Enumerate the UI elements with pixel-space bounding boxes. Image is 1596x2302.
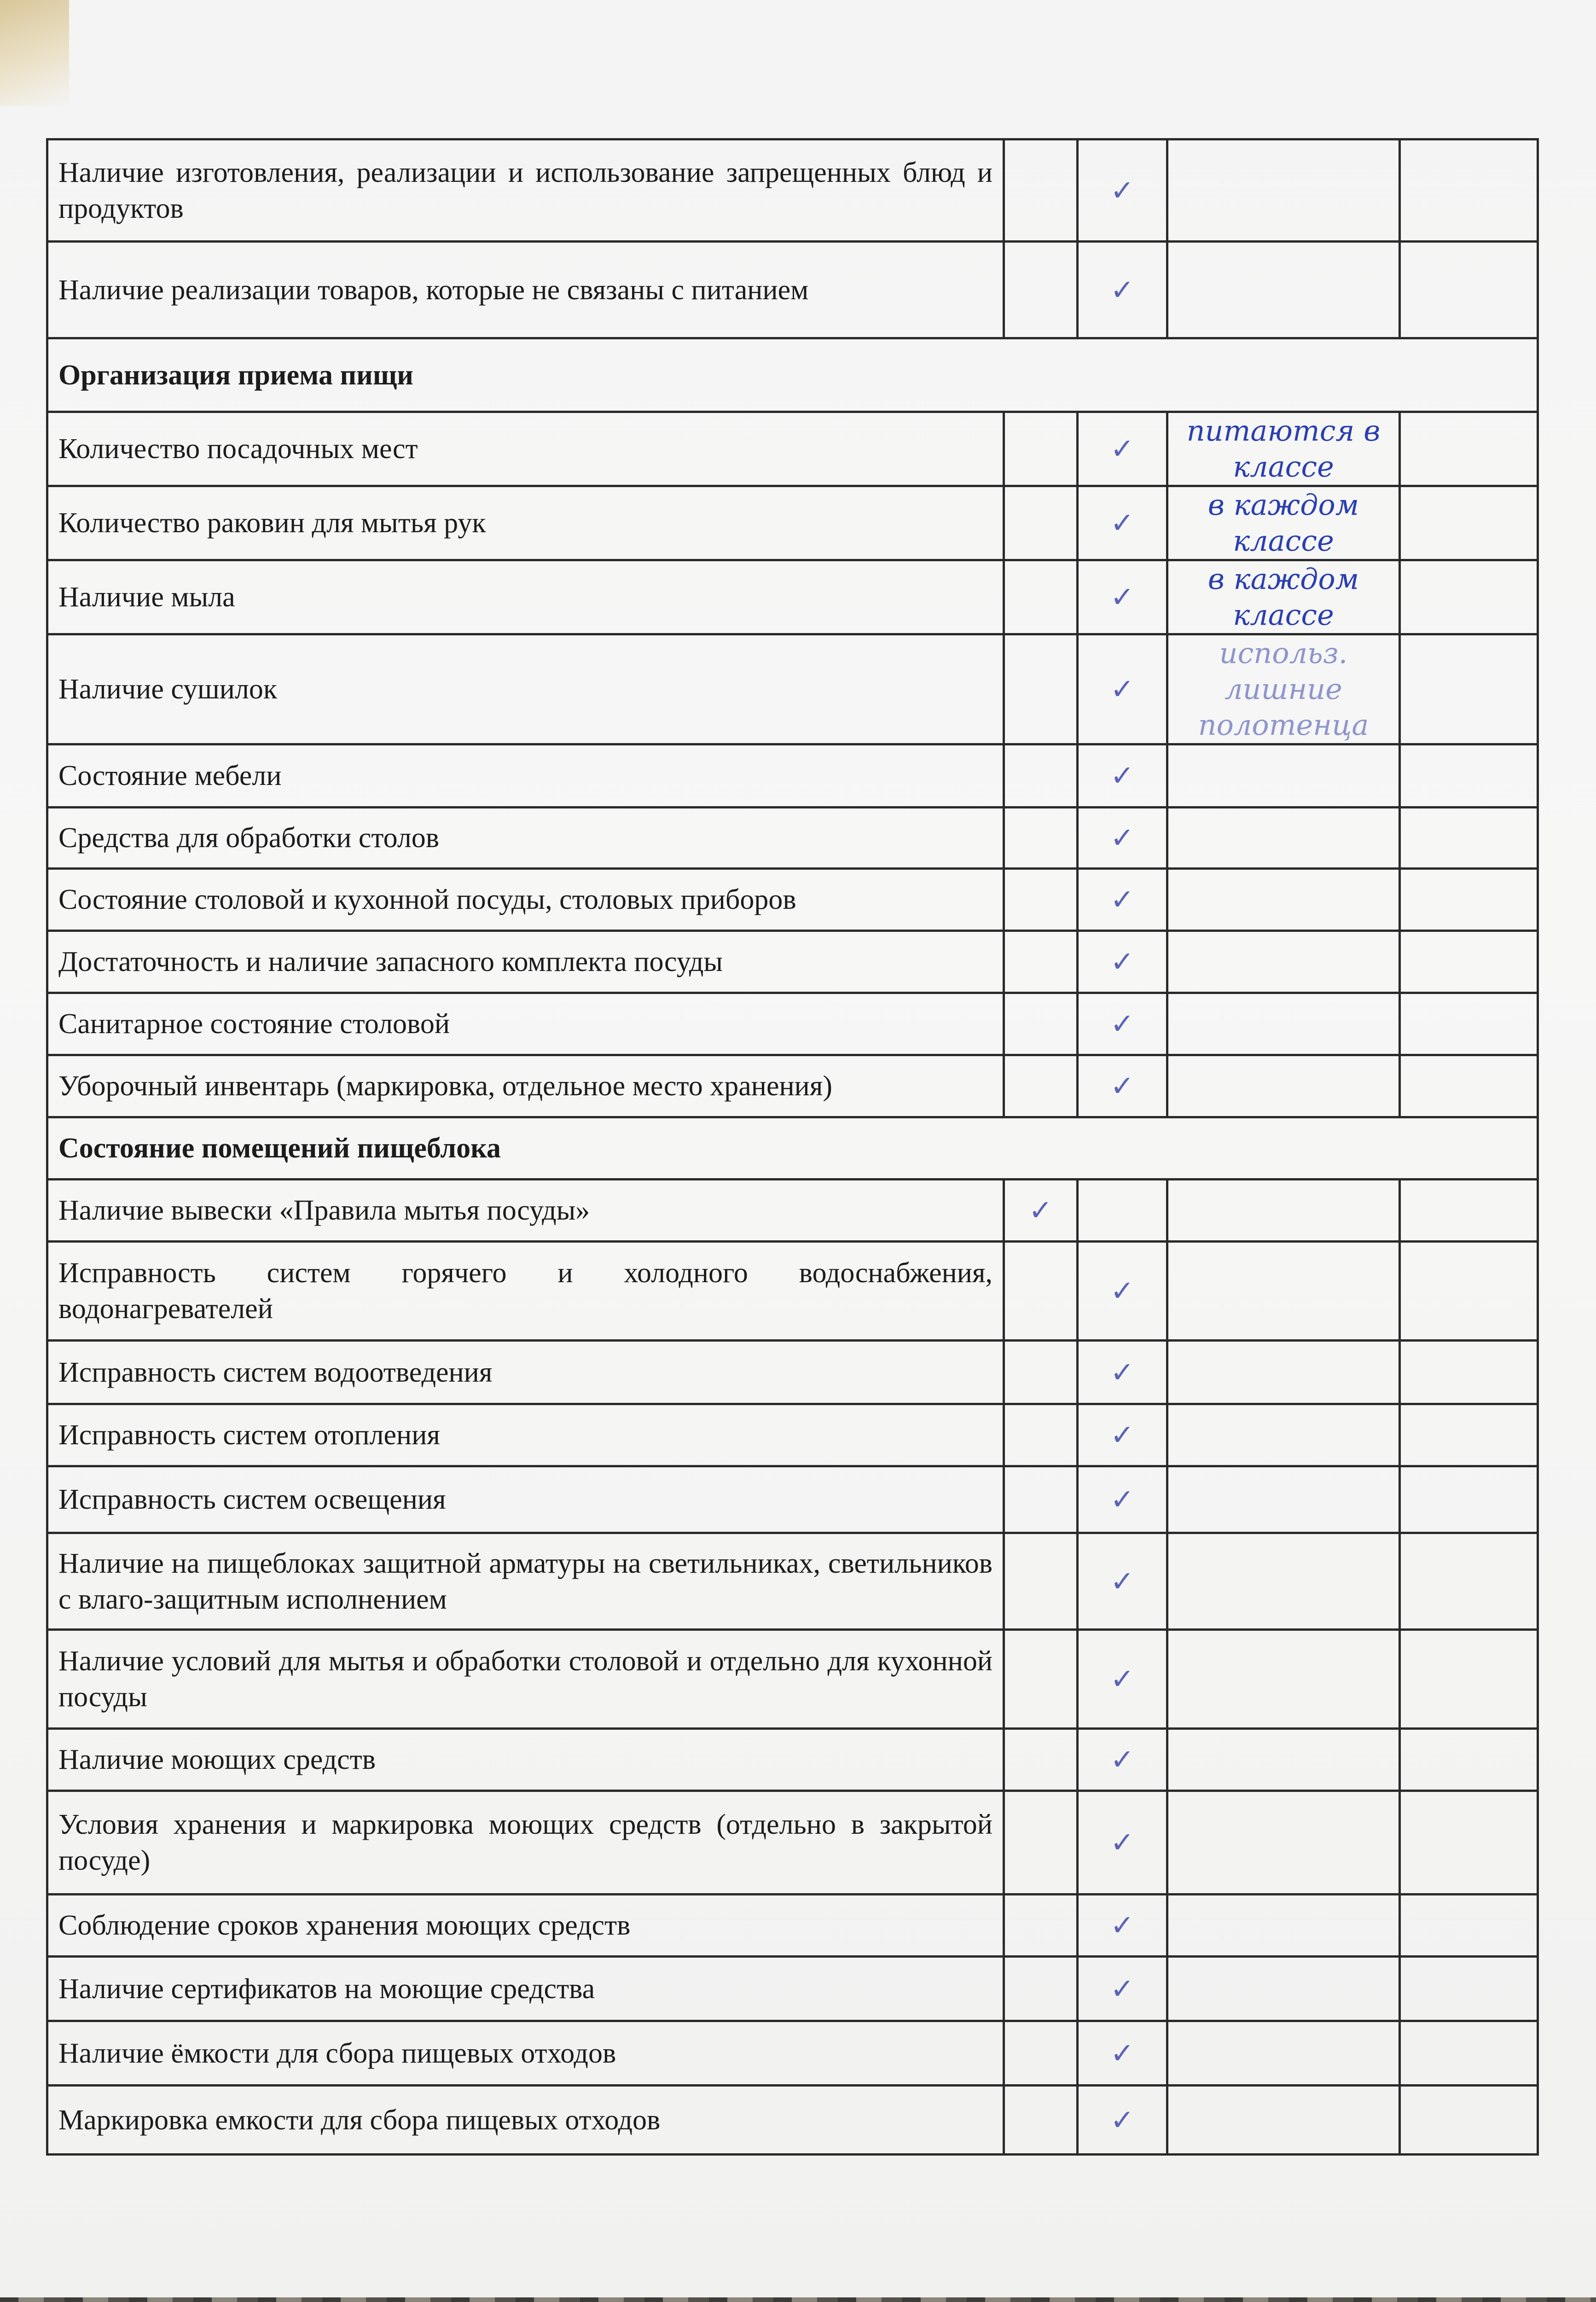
yes-cell [1004, 808, 1078, 869]
empty-cell [1400, 634, 1538, 744]
check-mark: ✓ [1078, 140, 1167, 242]
criterion-label: Наличие вывески «Правила мытья посуды» [47, 1180, 1004, 1242]
table-row [47, 1957, 1538, 2021]
criterion-label: Средства для обработки столов [47, 808, 1004, 869]
handwritten-note [1167, 931, 1400, 993]
handwritten-note [1167, 808, 1400, 869]
yes-cell [1004, 634, 1078, 744]
table-row [47, 1242, 1538, 1341]
table-row [47, 2086, 1538, 2155]
yes-cell [1004, 931, 1078, 993]
criterion-label: Состояние столовой и кухонной посуды, столовых приборов [47, 869, 1004, 931]
table-row [47, 744, 1538, 808]
criterion-label: Количество посадочных мест [47, 412, 1004, 486]
table-row [47, 1341, 1538, 1404]
table-row [47, 412, 1538, 486]
section-header-row [47, 1117, 1538, 1180]
empty-cell [1400, 1180, 1538, 1242]
check-mark: ✓ [1078, 1630, 1167, 1729]
check-mark: ✓ [1078, 486, 1167, 560]
table-row [47, 869, 1538, 931]
empty-cell [1400, 2021, 1538, 2086]
yes-cell [1004, 1895, 1078, 1957]
criterion-label: Наличие мыла [47, 560, 1004, 634]
handwritten-note [1167, 1466, 1400, 1533]
table-row [47, 1630, 1538, 1729]
handwritten-note [1167, 1533, 1400, 1630]
empty-cell [1400, 1957, 1538, 2021]
empty-cell [1400, 1341, 1538, 1404]
check-mark: ✓ [1078, 1055, 1167, 1117]
empty-cell [1400, 486, 1538, 560]
criterion-label: Наличие сушилок [47, 634, 1004, 744]
yes-cell [1004, 1533, 1078, 1630]
table-row [47, 634, 1538, 744]
criterion-label: Исправность систем горячего и холодного водоснабжения, водонагревателей [47, 1242, 1004, 1341]
section-title: Состояние помещений пищеблока [47, 1117, 1538, 1180]
criterion-label: Исправность систем освещения [47, 1466, 1004, 1533]
criterion-label: Состояние мебели [47, 744, 1004, 808]
check-mark: ✓ [1078, 1404, 1167, 1466]
criterion-label: Исправность систем отопления [47, 1404, 1004, 1466]
photo-background-strip [0, 2297, 1596, 2302]
empty-cell [1400, 242, 1538, 338]
criterion-label: Наличие на пищеблоках защитной арматуры на светильниках, светильников с влаго-защитным исполнением [47, 1533, 1004, 1630]
handwritten-note [1167, 1341, 1400, 1404]
empty-cell [1400, 1242, 1538, 1341]
check-mark: ✓ [1078, 412, 1167, 486]
criterion-label: Соблюдение сроков хранения моющих средств [47, 1895, 1004, 1957]
table-row [47, 486, 1538, 560]
yes-cell [1004, 1729, 1078, 1791]
yes-cell [1004, 1957, 1078, 2021]
inspection-checklist-table [46, 138, 1539, 2156]
no-cell [1078, 1180, 1167, 1242]
table-row [47, 1055, 1538, 1117]
table-row [47, 993, 1538, 1055]
criterion-label: Уборочный инвентарь (маркировка, отдельное место хранения) [47, 1055, 1004, 1117]
criterion-label: Количество раковин для мытья рук [47, 486, 1004, 560]
criterion-label: Наличие реализации товаров, которые не связаны с питанием [47, 242, 1004, 338]
empty-cell [1400, 140, 1538, 242]
empty-cell [1400, 1630, 1538, 1729]
criterion-label: Условия хранения и маркировка моющих средств (отдельно в закрытой посуде) [47, 1791, 1004, 1895]
handwritten-note [1167, 993, 1400, 1055]
yes-cell [1004, 993, 1078, 1055]
handwritten-note [1167, 1180, 1400, 1242]
criterion-label: Маркировка емкости для сбора пищевых отходов [47, 2086, 1004, 2155]
criterion-label: Исправность систем водоотведения [47, 1341, 1004, 1404]
table-row [47, 1895, 1538, 1957]
criterion-label: Наличие ёмкости для сбора пищевых отходов [47, 2021, 1004, 2086]
handwritten-note [1167, 1729, 1400, 1791]
yes-cell [1004, 1242, 1078, 1341]
handwritten-note [1167, 140, 1400, 242]
handwritten-note [1167, 744, 1400, 808]
yes-cell [1004, 744, 1078, 808]
empty-cell [1400, 808, 1538, 869]
empty-cell [1400, 412, 1538, 486]
check-mark: ✓ [1078, 1895, 1167, 1957]
check-mark: ✓ [1078, 560, 1167, 634]
handwritten-note [1167, 1957, 1400, 2021]
empty-cell [1400, 560, 1538, 634]
check-mark: ✓ [1078, 993, 1167, 1055]
handwritten-note: в каждом классе [1167, 560, 1400, 634]
section-title: Организация приема пищи [47, 338, 1538, 412]
handwritten-note [1167, 1791, 1400, 1895]
yes-cell [1004, 242, 1078, 338]
yes-cell [1004, 560, 1078, 634]
table-row [47, 808, 1538, 869]
empty-cell [1400, 1791, 1538, 1895]
handwritten-note [1167, 242, 1400, 338]
yes-cell [1004, 412, 1078, 486]
sheet-corner [0, 0, 69, 106]
handwritten-note [1167, 2021, 1400, 2086]
table-row [47, 560, 1538, 634]
table-row [47, 140, 1538, 242]
table-row [47, 2021, 1538, 2086]
table-row [47, 1404, 1538, 1466]
check-mark: ✓ [1078, 1242, 1167, 1341]
handwritten-note [1167, 869, 1400, 931]
handwritten-note [1167, 1404, 1400, 1466]
yes-cell [1004, 1630, 1078, 1729]
yes-cell [1004, 1341, 1078, 1404]
handwritten-note: питаются в классе [1167, 412, 1400, 486]
handwritten-note: в каждом классе [1167, 486, 1400, 560]
criterion-label: Наличие сертификатов на моющие средства [47, 1957, 1004, 2021]
check-mark: ✓ [1078, 2086, 1167, 2155]
yes-cell [1004, 869, 1078, 931]
handwritten-note: использ. лишние полотенца [1167, 634, 1400, 744]
check-mark: ✓ [1078, 634, 1167, 744]
handwritten-note [1167, 1895, 1400, 1957]
yes-cell [1004, 2086, 1078, 2155]
yes-cell [1004, 140, 1078, 242]
empty-cell [1400, 931, 1538, 993]
table-row [47, 1466, 1538, 1533]
table-row [47, 931, 1538, 993]
check-mark: ✓ [1078, 869, 1167, 931]
empty-cell [1400, 993, 1538, 1055]
table-row [47, 242, 1538, 338]
criterion-label: Наличие условий для мытья и обработки столовой и отдельно для кухонной посуды [47, 1630, 1004, 1729]
empty-cell [1400, 1466, 1538, 1533]
empty-cell [1400, 1404, 1538, 1466]
check-mark: ✓ [1078, 1341, 1167, 1404]
empty-cell [1400, 869, 1538, 931]
yes-cell [1004, 1404, 1078, 1466]
criterion-label: Санитарное состояние столовой [47, 993, 1004, 1055]
table-row [47, 1729, 1538, 1791]
table-row [47, 1533, 1538, 1630]
check-mark: ✓ [1078, 808, 1167, 869]
yes-cell [1004, 1466, 1078, 1533]
check-mark: ✓ [1078, 1466, 1167, 1533]
handwritten-note [1167, 2086, 1400, 2155]
empty-cell [1400, 2086, 1538, 2155]
check-mark: ✓ [1078, 1729, 1167, 1791]
yes-cell [1004, 1055, 1078, 1117]
criterion-label: Наличие изготовления, реализации и использование запрещенных блюд и продуктов [47, 140, 1004, 242]
yes-cell [1004, 486, 1078, 560]
criterion-label: Наличие моющих средств [47, 1729, 1004, 1791]
check-mark: ✓ [1078, 1533, 1167, 1630]
check-mark: ✓ [1078, 242, 1167, 338]
empty-cell [1400, 1895, 1538, 1957]
table-row [47, 1791, 1538, 1895]
yes-cell [1004, 1791, 1078, 1895]
yes-cell [1004, 2021, 1078, 2086]
table-row [47, 1180, 1538, 1242]
handwritten-note [1167, 1630, 1400, 1729]
handwritten-note [1167, 1242, 1400, 1341]
section-header-row [47, 338, 1538, 412]
empty-cell [1400, 1729, 1538, 1791]
check-mark: ✓ [1004, 1180, 1078, 1242]
empty-cell [1400, 744, 1538, 808]
criterion-label: Достаточность и наличие запасного комплекта посуды [47, 931, 1004, 993]
empty-cell [1400, 1533, 1538, 1630]
check-mark: ✓ [1078, 931, 1167, 993]
check-mark: ✓ [1078, 1957, 1167, 2021]
check-mark: ✓ [1078, 744, 1167, 808]
handwritten-note [1167, 1055, 1400, 1117]
check-mark: ✓ [1078, 2021, 1167, 2086]
empty-cell [1400, 1055, 1538, 1117]
check-mark: ✓ [1078, 1791, 1167, 1895]
